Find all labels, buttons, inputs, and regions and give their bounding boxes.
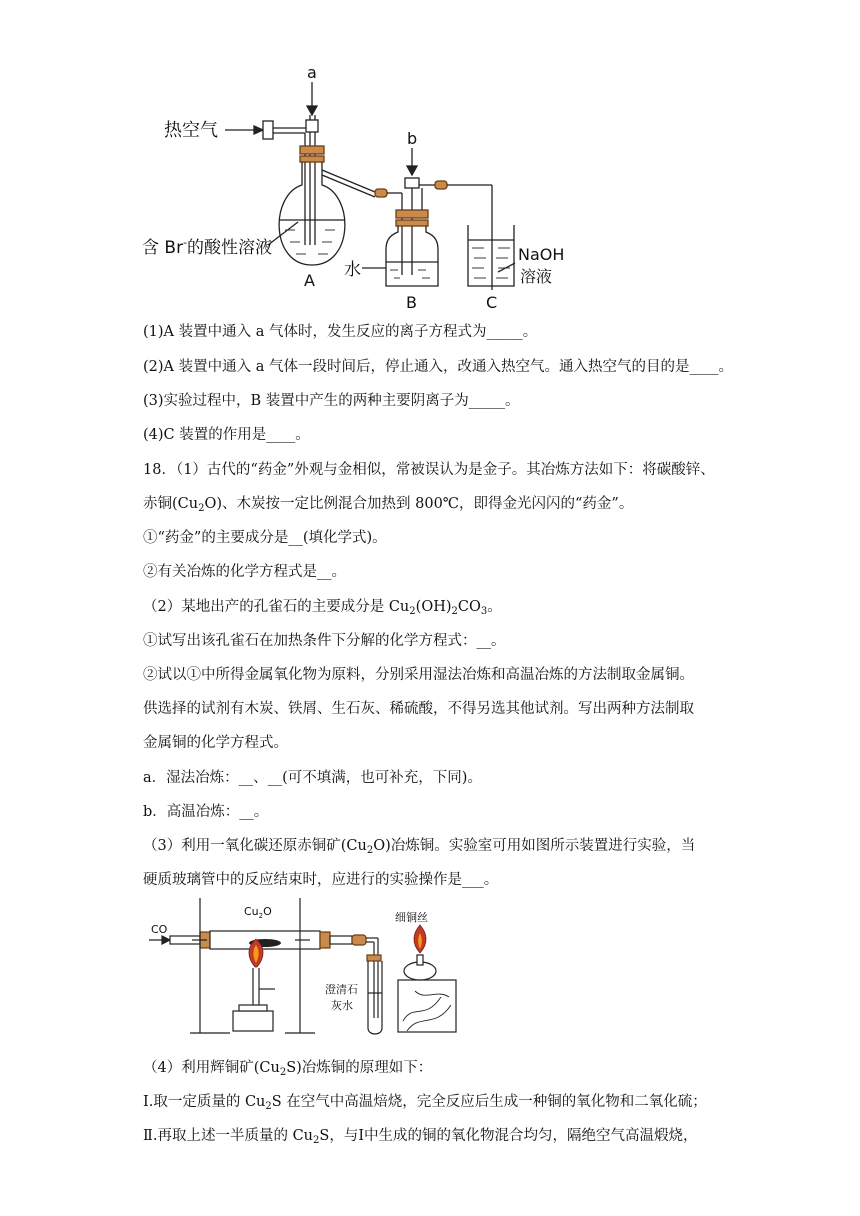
cu2o-label: $Cu_2O$ <box>244 905 272 920</box>
q18-p2-b: b．高温冶炼：__。 <box>143 804 269 820</box>
naoh-label-1: NaOH <box>518 245 565 264</box>
q18-intro-1: 18．（1）古代的“药金”外观与金相似，常被误认为是金子。其冶炼方法如下：将碳酸锌、 <box>143 462 715 478</box>
label-A: A <box>304 271 315 290</box>
co-label: CO <box>151 923 168 936</box>
limewater-label-1: 澄清石 <box>325 983 358 996</box>
q17-part1: (1)A 装置中通入 a 气体时，发生反应的离子方程式为_____。 <box>143 324 538 340</box>
q17-part3: (3)实验过程中，B 装置中产生的两种主要阴离子为_____。 <box>143 393 520 409</box>
hot-air-label: 热空气 <box>164 120 218 141</box>
label-a: a <box>307 63 317 82</box>
label-B: B <box>406 293 417 312</box>
q18-p2-2: ②试以①中所得金属氧化物为原料，分别采用湿法冶炼和高温冶炼的方法制取金属铜。 <box>143 667 694 683</box>
q18-p2-1: ①试写出该孔雀石在加热条件下分解的化学方程式：__。 <box>143 633 506 649</box>
q18-p4-2: Ⅱ.再取上述一半质量的 $Cu_2S$，与Ⅰ中生成的铜的氧化物混合均匀，隔绝空气高温煅烧， <box>143 1128 698 1146</box>
q18-p1-1: ①“药金”的主要成分是__(填化学式)。 <box>143 530 387 546</box>
co-reduction-apparatus-figure <box>145 893 465 1045</box>
naoh-label-2: 溶液 <box>520 267 553 286</box>
solution-label: 含 Br-的酸性溶液 <box>142 236 273 258</box>
q18-p2-3: 供选择的试剂有木炭、铁屑、生石灰、稀硫酸，不得另选其他试剂。写出两种方法制取 <box>143 701 694 717</box>
q18-p2-4: 金属铜的化学方程式。 <box>143 735 288 751</box>
q18-intro-2: 赤铜$(Cu_2O)$、木炭按一定比例混合加热到 800℃，即得金光闪闪的“药金”。 <box>143 496 634 514</box>
q18-p3-1: （3）利用一氧化碳还原赤铜矿$(Cu_2O)$冶炼铜。实验室可用如图所示装置进行实验，当 <box>143 838 696 856</box>
q18-p2-a: a．湿法冶炼：__、__(可不填满，也可补充，下同)。 <box>143 770 482 786</box>
q18-p4-intro: （4）利用辉铜矿$(Cu_2S)$冶炼铜的原理如下： <box>143 1060 433 1078</box>
q18-p3-2: 硬质玻璃管中的反应结束时，应进行的实验操作是___。 <box>143 872 499 888</box>
q17-part4: (4)C 装置的作用是____。 <box>143 427 310 443</box>
limewater-label-2: 灰水 <box>331 999 353 1012</box>
water-label: 水 <box>344 260 361 280</box>
q17-part2: (2)A 装置中通入 a 气体一段时间后，停止通入，改通入热空气。通入热空气的目的是____。 <box>143 359 733 375</box>
q18-p1-2: ②有关冶炼的化学方程式是__。 <box>143 564 346 580</box>
copper-wire-label: 细铜丝 <box>395 911 428 924</box>
label-b: b <box>407 129 418 148</box>
q18-p2-intro: （2）某地出产的孔雀石的主要成分是 $Cu_2(OH)_2CO_3$。 <box>143 599 502 617</box>
q18-p4-1: Ⅰ.取一定质量的 $Cu_2S$ 在空气中高温焙烧，完全反应后生成一种铜的氧化物和二氧化硫； <box>143 1094 707 1112</box>
bromine-apparatus-figure <box>142 60 590 315</box>
label-C: C <box>486 293 498 312</box>
